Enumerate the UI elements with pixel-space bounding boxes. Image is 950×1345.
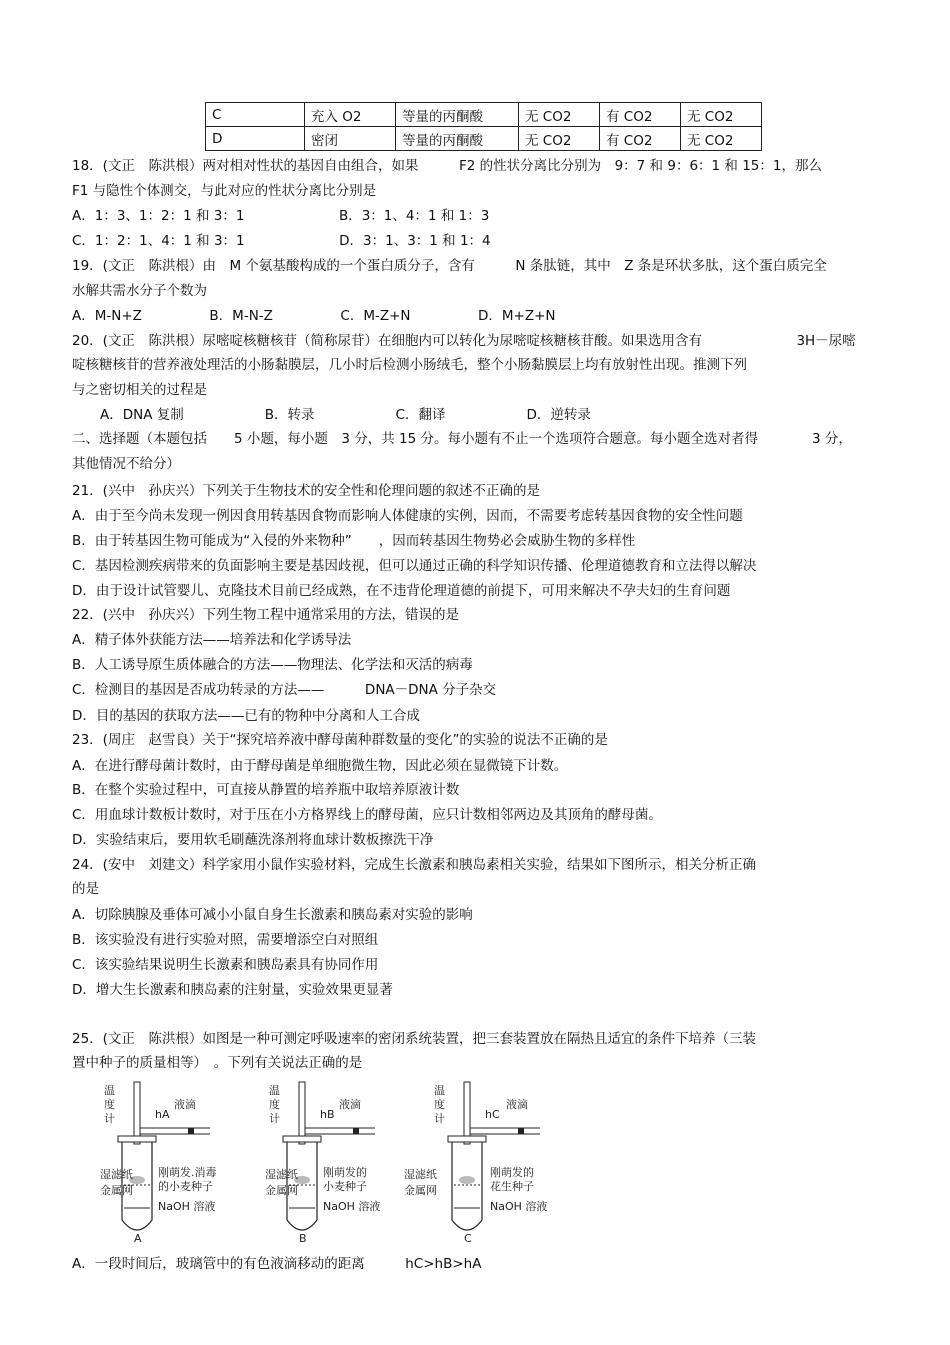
experiment-table	[205, 102, 762, 151]
drop-label: 液滴	[506, 1098, 528, 1111]
svg-text:度: 度	[269, 1098, 280, 1111]
table-cell: C	[206, 103, 305, 127]
svg-text:温: 温	[434, 1084, 445, 1097]
apparatus-letter: C	[464, 1232, 472, 1245]
liquid-drop-icon	[518, 1128, 524, 1134]
metal-mesh-label: 金属网	[100, 1184, 133, 1197]
apparatus-letter: A	[134, 1232, 142, 1245]
naoh-label: NaOH 溶液	[158, 1200, 216, 1213]
question-22-stem: 22．(兴中 孙庆兴）下列生物工程中通常采用的方法，错误的是	[72, 607, 459, 623]
seed-label: 刚萌发.消毒	[158, 1166, 217, 1179]
drop-label: 液滴	[339, 1098, 361, 1111]
question-24-option-a: A．切除胰腺及垂体可减小小鼠自身生长激素和胰岛素对实验的影响	[72, 907, 473, 923]
seed-label: 的小麦种子	[158, 1180, 213, 1193]
question-23-option-b: B．在整个实验过程中，可直接从静置的培养瓶中取培养原液计数	[72, 782, 460, 798]
question-20-options: A．DNA 复制 B．转录 C．翻译 D．逆转录	[100, 407, 591, 423]
section-two-heading: 二、选择题（本题包括 5 小题，每小题 3 分，共 15 分。每小题有不止一个选项符合题意。每小题全选对者得 3 分，	[72, 431, 852, 447]
question-18-options-cd: C．1：2：1、4：1 和 3：1 D．3：1、3：1 和 1：4	[72, 233, 491, 249]
apparatus-a	[100, 1082, 217, 1245]
question-21-option-c: C．基因检测疾病带来的负面影响主要是基因歧视，但可以通过正确的科学知识传播、伦理道德教育和立法得以解决	[72, 558, 757, 574]
question-22-option-b: B．人工诱导原生质体融合的方法——物理法、化学法和灭活的病毒	[72, 657, 473, 673]
respiration-apparatus-figure	[100, 1080, 570, 1250]
question-21-stem: 21．(兴中 孙庆兴）下列关于生物技术的安全性和伦理问题的叙述不正确的是	[72, 483, 540, 499]
question-24-option-c: C．该实验结果说明生长激素和胰岛素具有协同作用	[72, 957, 379, 973]
seed-label: 小麦种子	[323, 1180, 367, 1193]
apparatus-letter: B	[299, 1232, 307, 1245]
liquid-drop-icon	[353, 1128, 359, 1134]
seed-label: 花生种子	[490, 1180, 534, 1193]
svg-text:计: 计	[434, 1112, 445, 1125]
metal-mesh-label: 金属网	[265, 1184, 298, 1197]
table-cell: 等量的丙酮酸	[396, 127, 519, 151]
table-cell: 无 CO2	[681, 103, 762, 127]
question-19-stem: 19．(文正 陈洪根）由 M 个氨基酸构成的一个蛋白质分子，含有 N 条肽链，其中 Z 条是环状多肽，这个蛋白质完全	[72, 258, 827, 274]
seed-label: 刚萌发的	[490, 1166, 534, 1179]
table-cell: 无 CO2	[519, 127, 600, 151]
question-23-option-d: D．实验结束后，要用软毛刷蘸洗涤剂将血球计数板擦洗干净	[72, 832, 434, 848]
seed-icon	[459, 1176, 475, 1184]
table-row	[206, 127, 762, 151]
question-19-stem-cont: 水解共需水分子个数为	[72, 283, 207, 299]
question-21-option-d: D．由于设计试管婴儿、克隆技术目前已经成熟，在不违背伦理道德的前提下，可用来解决不孕夫妇的生育问题	[72, 583, 731, 599]
h-label: hB	[320, 1108, 335, 1121]
table-cell: D	[206, 127, 305, 151]
h-label: hC	[485, 1108, 500, 1121]
svg-text:度: 度	[104, 1098, 115, 1111]
question-20-stem-cont: 啶核糖核苷的营养液处理活的小肠黏膜层，几小时后检测小肠绒毛，整个小肠黏膜层上均有放射性出现。推测下列	[72, 357, 747, 373]
liquid-drop-icon	[188, 1128, 194, 1134]
svg-text:温: 温	[269, 1084, 280, 1097]
apparatus-c	[404, 1082, 547, 1245]
question-24-option-d: D．增大生长激素和胰岛素的注射量，实验效果更显著	[72, 982, 393, 998]
question-24-stem-cont: 的是	[72, 881, 99, 897]
question-22-option-a: A．精子体外获能方法——培养法和化学诱导法	[72, 632, 352, 648]
table-cell: 充入 O2	[305, 103, 396, 127]
thermometer-label: 温	[104, 1084, 115, 1097]
h-label: hA	[155, 1108, 170, 1121]
question-21-option-a: A．由于至今尚未发现一例因食用转基因食物而影响人体健康的实例，因而，不需要考虑转基因食物的安全性问题	[72, 508, 743, 524]
apparatus-b	[265, 1082, 380, 1245]
stopper-icon	[118, 1136, 156, 1142]
metal-mesh-label: 金属网	[404, 1184, 437, 1197]
question-18-options-ab: A．1：3、1：2：1 和 3：1 B．3：1、4：1 和 1：3	[72, 208, 490, 224]
naoh-label: NaOH 溶液	[490, 1200, 548, 1213]
seed-label: 刚萌发的	[323, 1166, 367, 1179]
question-23-option-a: A．在进行酵母菌计数时，由于酵母菌是单细胞微生物，因此必须在显微镜下计数。	[72, 758, 568, 774]
filter-paper-label: 湿滤纸	[265, 1168, 298, 1181]
question-18-stem-cont: F1 与隐性个体测交，与此对应的性状分离比分别是	[72, 183, 377, 199]
table-cell: 等量的丙酮酸	[396, 103, 519, 127]
filter-paper-label: 湿滤纸	[100, 1168, 133, 1181]
section-two-heading-cont: 其他情况不给分）	[72, 456, 180, 472]
table-cell: 无 CO2	[519, 103, 600, 127]
question-21-option-b: B．由于转基因生物可能成为“入侵的外来物种” ，因而转基因生物势必会威胁生物的多样性	[72, 533, 636, 549]
table-cell: 有 CO2	[600, 127, 681, 151]
svg-text:度: 度	[434, 1098, 445, 1111]
question-22-option-d: D．目的基因的获取方法——已有的物种中分离和人工合成	[72, 708, 420, 724]
thermometer-icon	[464, 1082, 470, 1144]
table-cell: 密闭	[305, 127, 396, 151]
question-20-stem: 20．(文正 陈洪根）尿嘧啶核糖核苷（简称尿苷）在细胞内可以转化为尿嘧啶核糖核苷酸。如果选用含有 3H－尿嘧	[72, 333, 856, 349]
naoh-label: NaOH 溶液	[323, 1200, 381, 1213]
question-23-option-c: C．用血球计数板计数时，对于压在小方格界线上的酵母菌，应只计数相邻两边及其顶角的酵母菌。	[72, 807, 662, 823]
thermometer-icon	[299, 1082, 305, 1144]
question-24-stem: 24．(安中 刘建文）科学家用小鼠作实验材料，完成生长激素和胰岛素相关实验，结果如下图所示，相关分析正确	[72, 857, 756, 873]
table-row	[206, 103, 762, 127]
question-20-stem-end: 与之密切相关的过程是	[72, 382, 207, 398]
question-25-stem-cont: 置中种子的质量相等） 。下列有关说法正确的是	[72, 1055, 363, 1071]
svg-text:计: 计	[269, 1112, 280, 1125]
question-25-option-a: A．一段时间后，玻璃管中的有色液滴移动的距离 hC>hB>hA	[72, 1256, 482, 1272]
thermometer-icon	[134, 1082, 140, 1144]
question-24-option-b: B．该实验没有进行实验对照，需要增添空白对照组	[72, 932, 379, 948]
question-19-options: A．M-N+Z B．M-N-Z C．M-Z+N D．M+Z+N	[72, 308, 556, 324]
table-cell: 有 CO2	[600, 103, 681, 127]
question-23-stem: 23．(周庄 赵雪良）关于“探究培养液中酵母菌种群数量的变化”的实验的说法不正确的是	[72, 732, 608, 748]
drop-label: 液滴	[174, 1098, 196, 1111]
table-cell: 无 CO2	[681, 127, 762, 151]
question-22-option-c: C．检测目的基因是否成功转录的方法—— DNA－DNA 分子杂交	[72, 682, 497, 698]
filter-paper-label: 湿滤纸	[404, 1168, 437, 1181]
question-18-stem: 18．(文正 陈洪根）两对相对性状的基因自由组合，如果 F2 的性状分离比分别为 9：7 和 9：6：1 和 15：1，那么	[72, 158, 822, 174]
question-25-stem: 25．(文正 陈洪根）如图是一种可测定呼吸速率的密闭系统装置，把三套装置放在隔热且适宜的条件下培养（三装	[72, 1031, 756, 1047]
svg-text:计: 计	[104, 1112, 115, 1125]
